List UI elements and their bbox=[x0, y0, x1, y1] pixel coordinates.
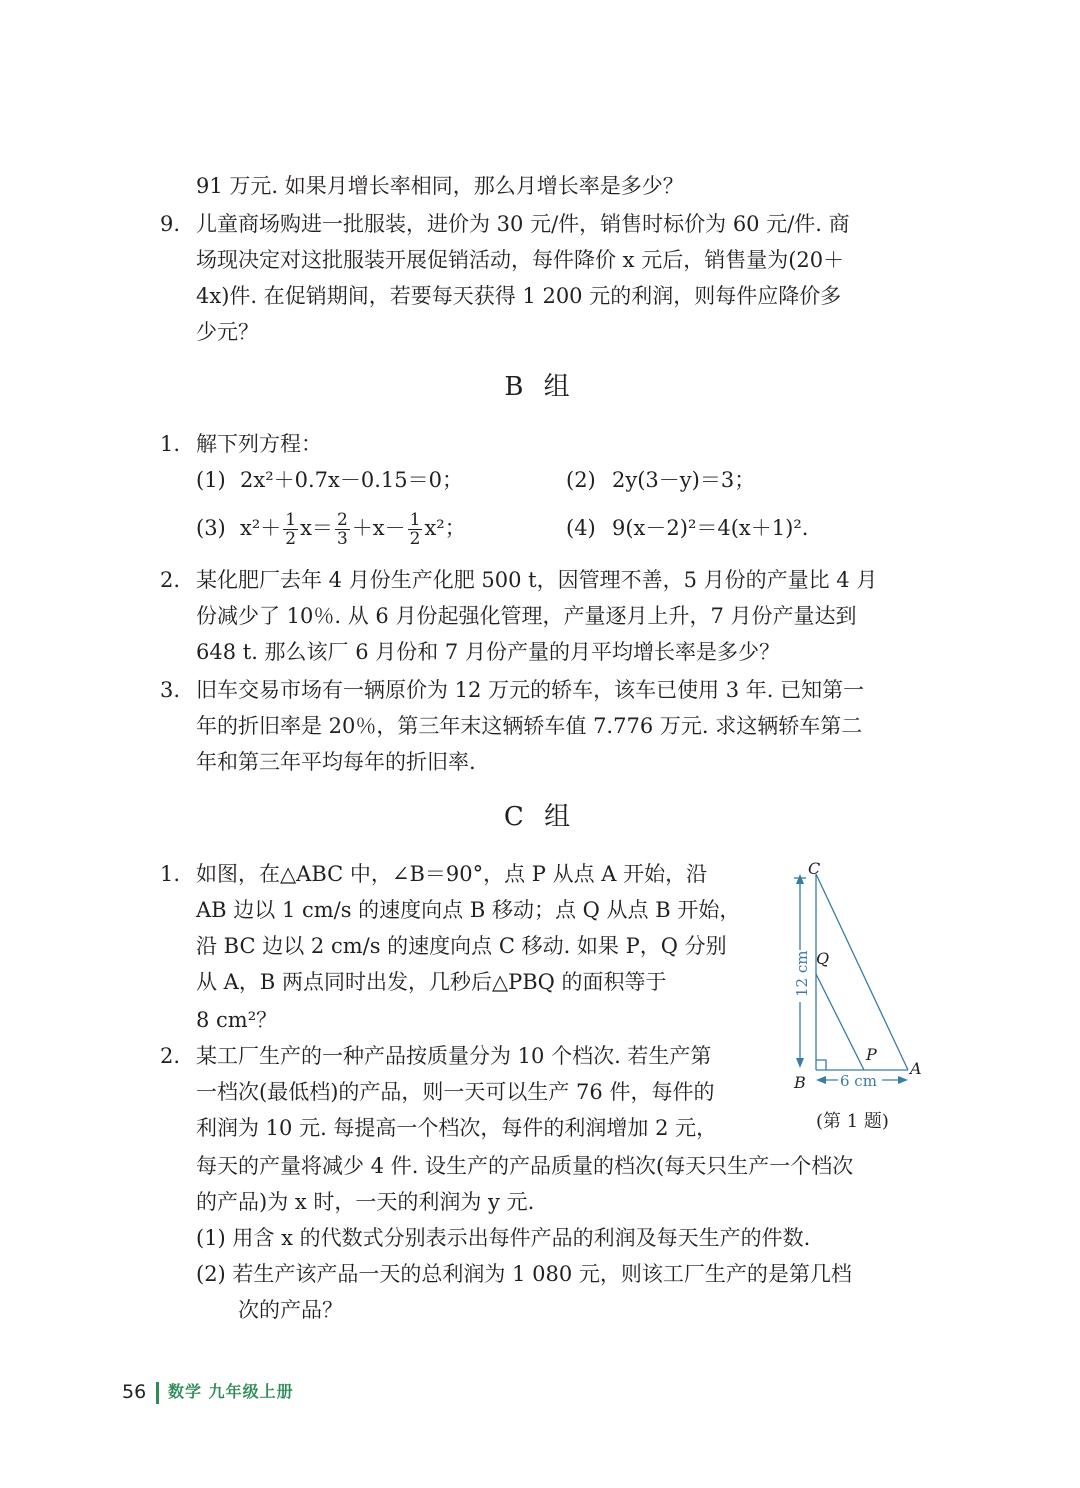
arrow-left-icon bbox=[816, 1076, 826, 1084]
problem-line: 648 t. 那么该厂 6 月份和 7 月份产量的月平均增长率是多少？ bbox=[196, 640, 780, 664]
problem-line: 儿童商场购进一批服装，进价为 30 元/件，销售时标价为 60 元/件. 商 bbox=[196, 212, 850, 236]
problem-number: 1. bbox=[160, 862, 181, 886]
continuation-line: 91 万元. 如果月增长率相同，那么月增长率是多少？ bbox=[196, 174, 684, 198]
problem-line: 份减少了 10％. 从 6 月份起强化管理，产量逐月上升，7 月份产量达到 bbox=[196, 604, 857, 628]
problem-line: 旧车交易市场有一辆原价为 12 万元的轿车，该车已使用 3 年. 已知第一 bbox=[196, 678, 865, 702]
side-ca bbox=[816, 874, 908, 1070]
problem-line: 利润为 10 元. 每提高一个档次，每件的利润增加 2 元， bbox=[196, 1116, 718, 1140]
problem-number: 3. bbox=[160, 678, 181, 702]
equation: 2y(3－y)＝3； bbox=[612, 468, 756, 492]
problem-number: 2. bbox=[160, 1044, 181, 1068]
equation: 9(x－2)²＝4(x＋1)². bbox=[612, 516, 809, 540]
label-length-bc: 12 cm bbox=[793, 950, 811, 997]
label-point-a: A bbox=[910, 1059, 922, 1078]
footer-divider bbox=[156, 1382, 159, 1404]
section-title-b: B 组 bbox=[504, 372, 576, 402]
fraction: $\frac{1}{2}$ bbox=[409, 510, 421, 549]
problem-line: AB 边以 1 cm/s 的速度向点 B 移动；点 Q 从点 B 开始， bbox=[196, 898, 741, 922]
footer-book-title: 数学 九年级上册 bbox=[168, 1382, 294, 1401]
problem-line: 如图，在△ABC 中，∠B＝90°，点 P 从点 A 开始，沿 bbox=[196, 862, 708, 886]
problem-number: 9. bbox=[160, 212, 181, 236]
equation-3: x²＋ $\frac{1}{2}$ x＝ $\frac{2}{3}$ ＋x－ $\frac{1}{2}$ x²； bbox=[240, 510, 466, 549]
sub-question: (1) 用含 x 的代数式分别表示出每件产品的利润及每天生产的件数. bbox=[196, 1226, 811, 1250]
problem-line: 从 A，B 两点同时出发，几秒后△PBQ 的面积等于 bbox=[196, 970, 667, 994]
problem-number: 1. bbox=[160, 432, 181, 456]
problem-line: 某工厂生产的一种产品按质量分为 10 个档次. 若生产第 bbox=[196, 1044, 712, 1068]
label-length-ba: 6 cm bbox=[840, 1072, 877, 1090]
problem-number: 2. bbox=[160, 568, 181, 592]
fraction: $\frac{1}{2}$ bbox=[285, 510, 297, 549]
problem-line: 8 cm²？ bbox=[196, 1008, 278, 1032]
fraction: $\frac{2}{3}$ bbox=[336, 510, 348, 549]
segment-qp bbox=[816, 974, 864, 1070]
equation: 2x²＋0.7x－0.15＝0； bbox=[240, 468, 463, 492]
problem-line: 4x)件. 在促销期间，若要每天获得 1 200 元的利润，则每件应降价多 bbox=[196, 284, 842, 308]
problem-line: 的产品)为 x 时，一天的利润为 y 元. bbox=[196, 1190, 535, 1214]
triangle-diagram bbox=[780, 852, 930, 1092]
problem-line: 某化肥厂去年 4 月份生产化肥 500 t，因管理不善，5 月份的产量比 4 月 bbox=[196, 568, 878, 592]
problem-line: 年的折旧率是 20％，第三年末这辆轿车值 7.776 万元. 求这辆轿车第二 bbox=[196, 714, 863, 738]
problem-line: 每天的产量将减少 4 件. 设生产的产品质量的档次(每天只生产一个档次 bbox=[196, 1154, 854, 1178]
problem-line: 沿 BC 边以 2 cm/s 的速度向点 C 移动. 如果 P，Q 分别 bbox=[196, 934, 727, 958]
problem-line: 少元？ bbox=[196, 320, 259, 344]
sub-question: (2) 若生产该产品一天的总利润为 1 080 元，则该工厂生产的是第几档 bbox=[196, 1262, 852, 1286]
page-number: 56 bbox=[122, 1381, 147, 1403]
problem-line: 一档次(最低档)的产品，则一天可以生产 76 件，每件的 bbox=[196, 1080, 715, 1104]
problem-line: 解下列方程： bbox=[196, 432, 322, 456]
section-title-c: C 组 bbox=[503, 802, 577, 832]
sub-question: 次的产品？ bbox=[238, 1298, 343, 1322]
arrow-up-icon bbox=[796, 874, 804, 884]
label-point-p: P bbox=[866, 1045, 877, 1064]
right-angle-mark bbox=[816, 1060, 826, 1070]
label-point-q: Q bbox=[816, 949, 830, 968]
arrow-down-icon bbox=[796, 1058, 804, 1068]
figure-caption: (第 1 题) bbox=[816, 1111, 889, 1132]
problem-line: 年和第三年平均每年的折旧率. bbox=[196, 750, 476, 774]
equation-label: (4) bbox=[566, 516, 596, 540]
equation-label: (2) bbox=[566, 468, 596, 492]
equation-label: (3) bbox=[196, 516, 226, 540]
label-point-c: C bbox=[808, 859, 821, 878]
equation-label: (1) bbox=[196, 468, 226, 492]
problem-line: 场现决定对这批服装开展促销活动，每件降价 x 元后，销售量为(20＋ bbox=[196, 248, 845, 272]
label-point-b: B bbox=[794, 1073, 806, 1092]
arrow-right-icon bbox=[898, 1076, 908, 1084]
